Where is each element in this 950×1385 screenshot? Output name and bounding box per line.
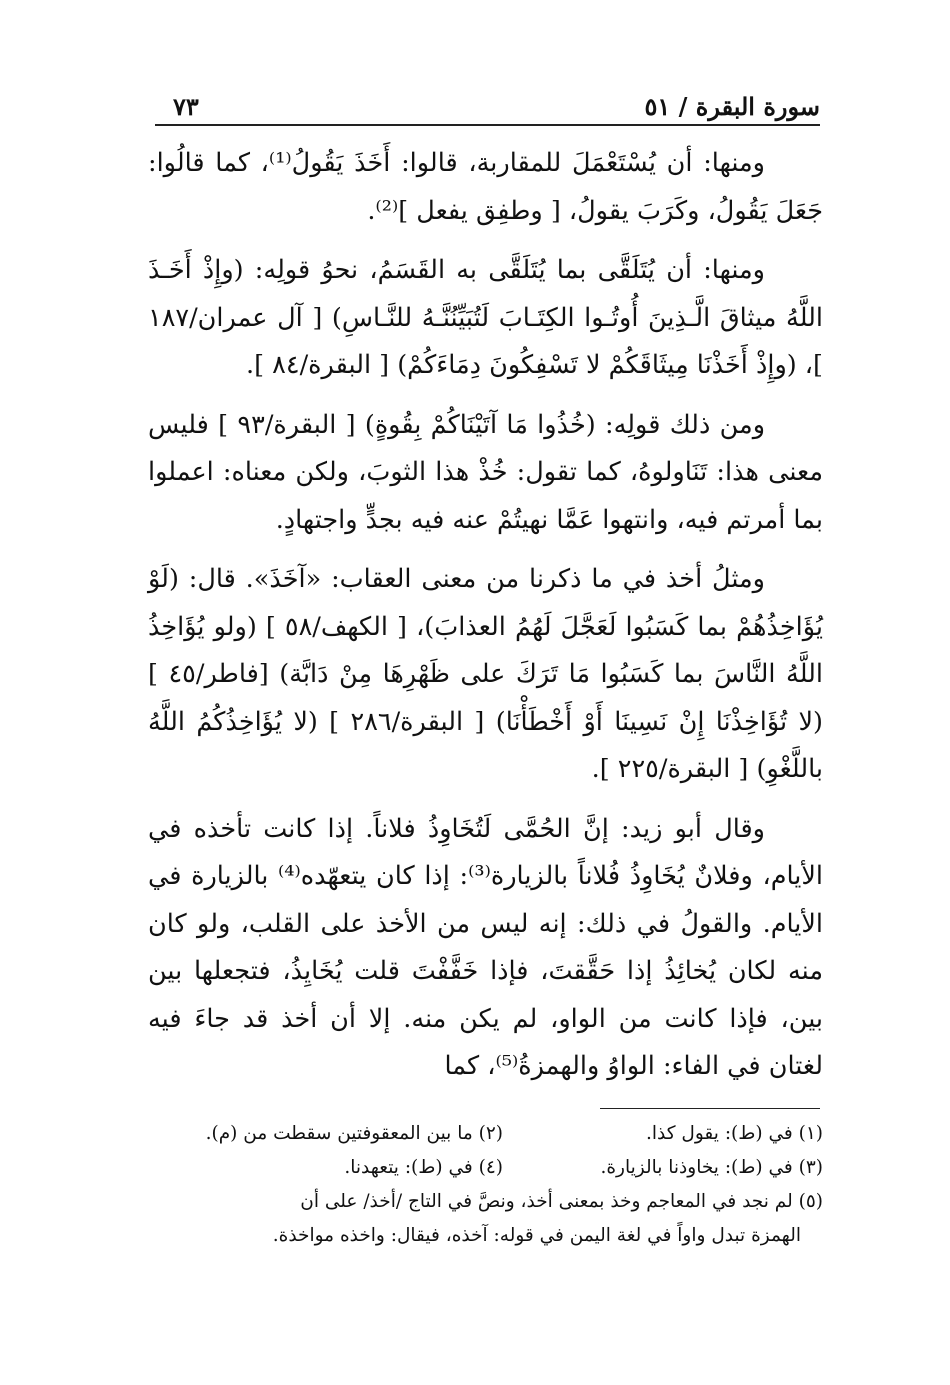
- footnote-2: (٢) ما بين المعقوفتين سقطت من (م).: [205, 1123, 503, 1144]
- footnotes: [148, 1117, 823, 1253]
- paragraph-4: ومثلُ أخذ في ما ذكرنا من معنى العقاب: «آخَذَ». قال: (لَوْ يُؤَاخِذُهُمْ بما كَسَبُوا لَعَجَّلَ لَهُمُ العذابَ)، [ الكهف/٥٨ ] (ولو يُؤَاخِذُ اللَّهُ النَّاسَ بما كَسَبُوا مَا تَرَكَ على ظَهْرِهَا مِنْ دَابَّة) [فاطر/٤٥ ] (لا تُؤَاخِذْنَا إِنْ نَسِينَا أَوْ أَخْطَأْنَا) [ البقرة/٢٨٦ ] (لا يُؤَاخِذُكُمُ اللَّهُ باللَّغْوِ) [ البقرة/٢٢٥ ].: [148, 564, 823, 784]
- footnote-3: (٣) في (ط): يخاوذنا بالزيارة.: [600, 1157, 823, 1178]
- header-title: سورة البقرة / ٥١: [644, 92, 820, 121]
- footnote-5-line-2: الهمزة تبدل واواً في لغة اليمن في قوله: آخذه، فيقال: واخذه مواخذة.: [272, 1225, 801, 1246]
- page-number: ٧٣: [173, 92, 199, 121]
- running-header: [155, 88, 820, 122]
- paragraph-3: ومن ذلك قولِه: (خُذُوا مَا آتَيْنَاكُمْ بِقُوةٍ) [ البقرة/٩٣ ] فليس معنى هذا: تَنَاولوهُ، كما تقول: خُذْ هذا الثوبَ، ولكن معناه: اعملوا بما أمرتم فيه، وانتهوا عَمَّا نهيتُمْ عنه فيه بجدٍّ واجتهادٍ.: [148, 409, 823, 535]
- footnote-rule: [600, 1108, 820, 1109]
- paragraph-5: وقال أبو زيد: إنَّ الحُمَّى لَتُخَاوِذُ فلاناً. إذا كانت تأخذه في الأيام، وفلانٌ يُخَاوِذُ فُلاناً بالزيارة⁽³⁾: إذا كان يتعهّده⁽⁴⁾ بالزيارة في الأيام. والقولُ في ذلك: إنه ليس من الأخذ على القلب، ولو كان منه لكان يُخائِذُ إذا حَقَّقتَ، فإذا خَفَّفْتَ قلت يُخَايِذُ، فتجعلها بين بين، فإذا كانت من الواو، لم يكن منه. إلا أن أخذ قد جاءَ فيه لغتان في الفاء: الواوُ والهمزةُ⁽⁵⁾، كما: [148, 813, 823, 1081]
- paragraph-1: ومنها: أن يُسْتَعْمَلَ للمقاربة، قالوا: أَخَذَ يَقُولُ⁽¹⁾، كما قالُوا: جَعَلَ يَقُولُ، وكَرَبَ يقولُ، [ وطفِق يفعل ]⁽²⁾.: [148, 148, 823, 226]
- footnote-5: [148, 1185, 823, 1253]
- main-text: [148, 140, 823, 1103]
- footnote-row: [148, 1117, 823, 1151]
- footnote-4: (٤) في (ط): يتعهدنا.: [344, 1157, 503, 1178]
- footnote-row: [148, 1151, 823, 1185]
- paragraph-2: ومنها: أن يُتَلَقَّى بما يُتَلَقَّى به القَسَمُ، نحوُ قولِه: (وإِذْ أَخَـذَ اللَّهُ ميثاقَ الَّـذِينَ أُوتُـوا الكِتَـابَ لَتُبَيِّنُنَّـهُ للنَّـاسِ) [ آل عمران/١٨٧ ]، (وإِذْ أَخَذْنَا مِيثَاقَكُمْ لا تَسْفِكُونَ دِمَاءَكُمْ) [ البقرة/٨٤ ].: [148, 255, 823, 380]
- footnote-1: (١) في (ط): يقول كذا.: [646, 1123, 823, 1144]
- footnote-5-line-1: (٥) لم نجد في المعاجم وخذ بمعنى أخذ، ونصَّ في التاج /أخذ/ على أن: [300, 1191, 823, 1212]
- header-rule: [155, 124, 820, 126]
